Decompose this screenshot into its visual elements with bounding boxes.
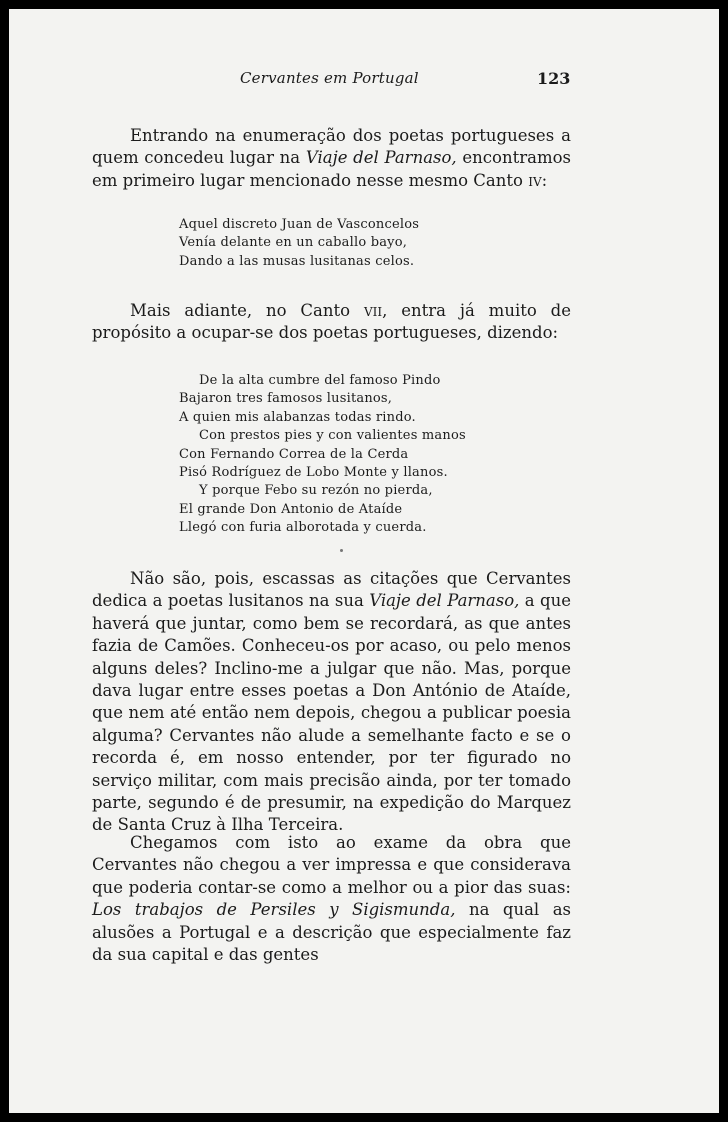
paragraph-2-tail: , entra já muito de propósito a ocupar-se dos poetas portugueses, dizendo: — [92, 301, 571, 343]
paragraph-1-tail: encontramos em primeiro lugar mencionado nesse mesmo Canto — [92, 148, 571, 190]
paragraph-4-tail: na qual as alusões a Portugal e a descrição que especialmente faz da sua capital e das gentes — [92, 900, 572, 965]
verse-line: Aquel discreto Juan de Vasconcelos — [179, 217, 420, 232]
canto-number: vii — [363, 301, 383, 320]
paragraph-3 — [92, 568, 571, 837]
paragraph-2 — [92, 300, 571, 345]
verse-line: Pisó Rodríguez de Lobo Monte y llanos. — [179, 465, 448, 481]
paragraph-3-lead: Não são, pois, escassas as citações que Cervantes dedica a poetas lusitanos na sua — [92, 569, 571, 611]
verse-quote-2 — [179, 372, 509, 538]
work-title-persiles: Los trabajos de Persiles y Sigismunda, — [92, 900, 456, 920]
verse-line: Bajaron tres famosos lusitanos, — [179, 391, 393, 407]
book-page — [9, 9, 719, 1113]
paragraph-3-tail: a que haverá que juntar, como bem se recordará, as que antes fazia de Camões. Conheceu-os por acaso, ou pelo menos alguns deles? Inclino-me a julgar que não. Mas, porque dava lugar entre esses poetas a Don António de Ataíde, que nem até então nem depois, chegou a publicar poesia alguma? Cervantes não alude a semelhante facto e se o recorda é, em nosso entender, por ter figurado no serviço militar, com mais precisão ainda, por ter tomado parte, segundo é de presumir, na expedição do Marquez de Santa Cruz à Ilha Terceira. — [92, 591, 571, 835]
verse-line: Con Fernando Correa de la Cerda — [179, 446, 409, 462]
canto-number: iv — [528, 170, 542, 190]
work-title-viaje: Viaje del Parnaso, — [369, 591, 520, 611]
verse-line: A quien mis alabanzas todas rindo. — [179, 409, 416, 425]
verse-line: Y porque Febo su rezón no pierda, — [199, 483, 433, 499]
verse-line: Dando a las musas lusitanas celos. — [179, 253, 415, 269]
paragraph-4-lead: Chegamos com isto ao exame da obra que Cervantes não chegou a ver impressa e que considerava que poderia contar-se como a melhor ou a pior das suas: — [92, 833, 571, 897]
paragraph-1 — [92, 125, 571, 192]
paragraph-1-end: : — [541, 170, 548, 190]
paragraph-2-lead: Mais adiante, no Canto — [130, 301, 364, 320]
running-title: Cervantes em Portugal — [240, 69, 419, 87]
verse-line: Con prestos pies y con valientes manos — [199, 428, 466, 444]
work-title-viaje: Viaje del Parnaso, — [305, 148, 457, 168]
verse-line: Llegó con furia alborotada y cuerda. — [179, 520, 427, 536]
verse-line: El grande Don Antonio de Ataíde — [179, 501, 403, 517]
verse-line: De la alta cumbre del famoso Pindo — [199, 373, 441, 388]
paragraph-4 — [92, 832, 571, 966]
page-number: 123 — [537, 69, 571, 88]
paragraph-1-lead: Entrando na enumeração dos poetas portugueses a quem concedeu lugar na — [92, 126, 571, 168]
running-header — [9, 69, 719, 95]
verse-quote-1 — [179, 216, 509, 271]
verse-line: Venía delante en un caballo bayo, — [179, 235, 408, 251]
print-speck — [340, 549, 343, 552]
